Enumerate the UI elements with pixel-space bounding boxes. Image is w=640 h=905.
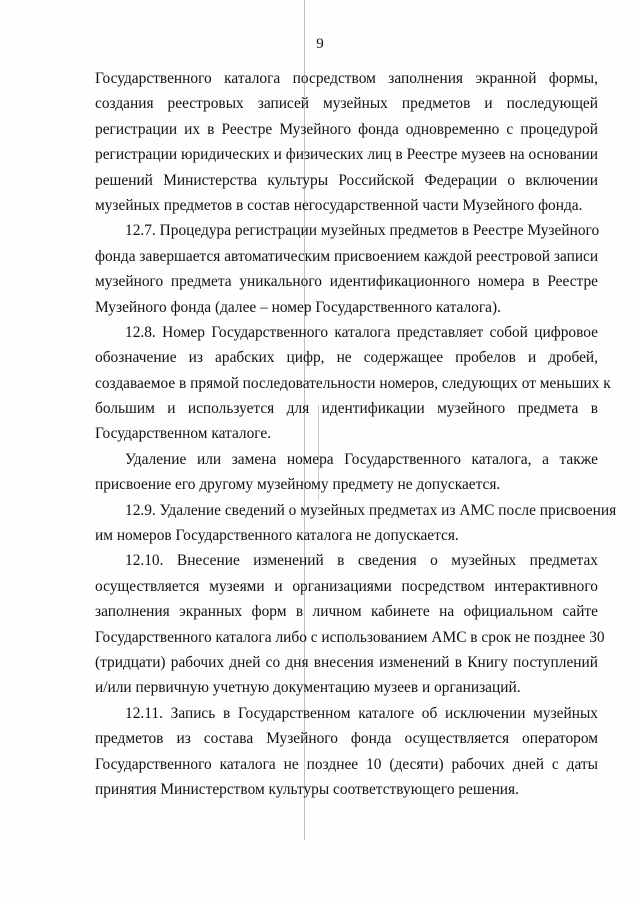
text-line: создаваемое в прямой последовательности номеров, следующих от меньших к	[95, 374, 611, 392]
paragraph-12-7	[95, 218, 598, 320]
paragraph-12-9	[95, 498, 617, 549]
paragraph-12-8	[95, 320, 611, 447]
text-line: 12.10. Внесение изменений в сведения о музейных предметах	[125, 552, 598, 570]
text-line: создания реестровых записей музейных предметов и последующей	[95, 95, 598, 113]
text-line: фонда завершается автоматическим присвоением каждой реестровой записи	[95, 247, 599, 265]
paragraph-continuation	[95, 66, 598, 218]
text-line: обозначение из арабских цифр, не содержащее пробелов и дробей,	[95, 349, 598, 367]
text-line: осуществляется музеями и организациями посредством интерактивного	[95, 577, 598, 595]
text-line: и/или первичную учетную документацию музеев и организаций.	[95, 679, 521, 697]
text-line: Государственного каталога не позднее 10 (десяти) рабочих дней с даты	[95, 755, 598, 773]
text-line: музейного предмета уникального идентификационного номера в Реестре	[95, 273, 598, 291]
text-line: Музейного фонда (далее – номер Государственного каталога).	[95, 298, 501, 316]
text-line: Государственного каталога посредством заполнения экранной формы,	[95, 70, 598, 87]
page-number: 9	[316, 36, 324, 52]
text-line: предметов из состава Музейного фонда осуществляется оператором	[95, 730, 598, 748]
text-line: им номеров Государственного каталога не допускается.	[95, 527, 459, 545]
text-line: музейных предметов в состав негосударственной части Музейного фонда.	[95, 196, 583, 214]
text-line: 12.7. Процедура регистрации музейных предметов в Реестре Музейного	[125, 222, 600, 240]
text-line: принятия Министерством культуры соответствующего решения.	[95, 780, 519, 798]
text-line: 12.11. Запись в Государственном каталоге об исключении музейных	[125, 704, 598, 722]
document-body	[95, 66, 617, 802]
text-line: присвоение его другому музейному предмету не допускается.	[95, 476, 501, 494]
text-line: регистрации юридических и физических лиц в Реестре музеев на основании	[95, 146, 598, 164]
paragraph-removal-note	[95, 447, 598, 498]
paragraph-12-10	[95, 548, 605, 700]
text-line: Государственном каталоге.	[95, 425, 272, 443]
paragraph-12-11	[95, 701, 598, 803]
text-line: регистрации их в Реестре Музейного фонда одновременно с процедурой	[95, 120, 598, 138]
text-line: Государственного каталога либо с использованием АМС в срок не позднее 30	[95, 628, 605, 646]
text-line: 12.8. Номер Государственного каталога представляет собой цифровое	[125, 323, 598, 341]
text-line: решений Министерства культуры Российской Федерации о включении	[95, 171, 598, 189]
text-line: Удаление или замена номера Государственного каталога, а также	[125, 450, 598, 468]
text-line: заполнения экранных форм в личном кабинете на официальном сайте	[95, 603, 598, 621]
text-line: 12.9. Удаление сведений о музейных предметах из АМС после присвоения	[125, 501, 617, 519]
text-line: (тридцати) рабочих дней со дня внесения изменений в Книгу поступлений	[95, 653, 598, 671]
text-line: большим и используется для идентификации музейного предмета в	[95, 400, 598, 418]
